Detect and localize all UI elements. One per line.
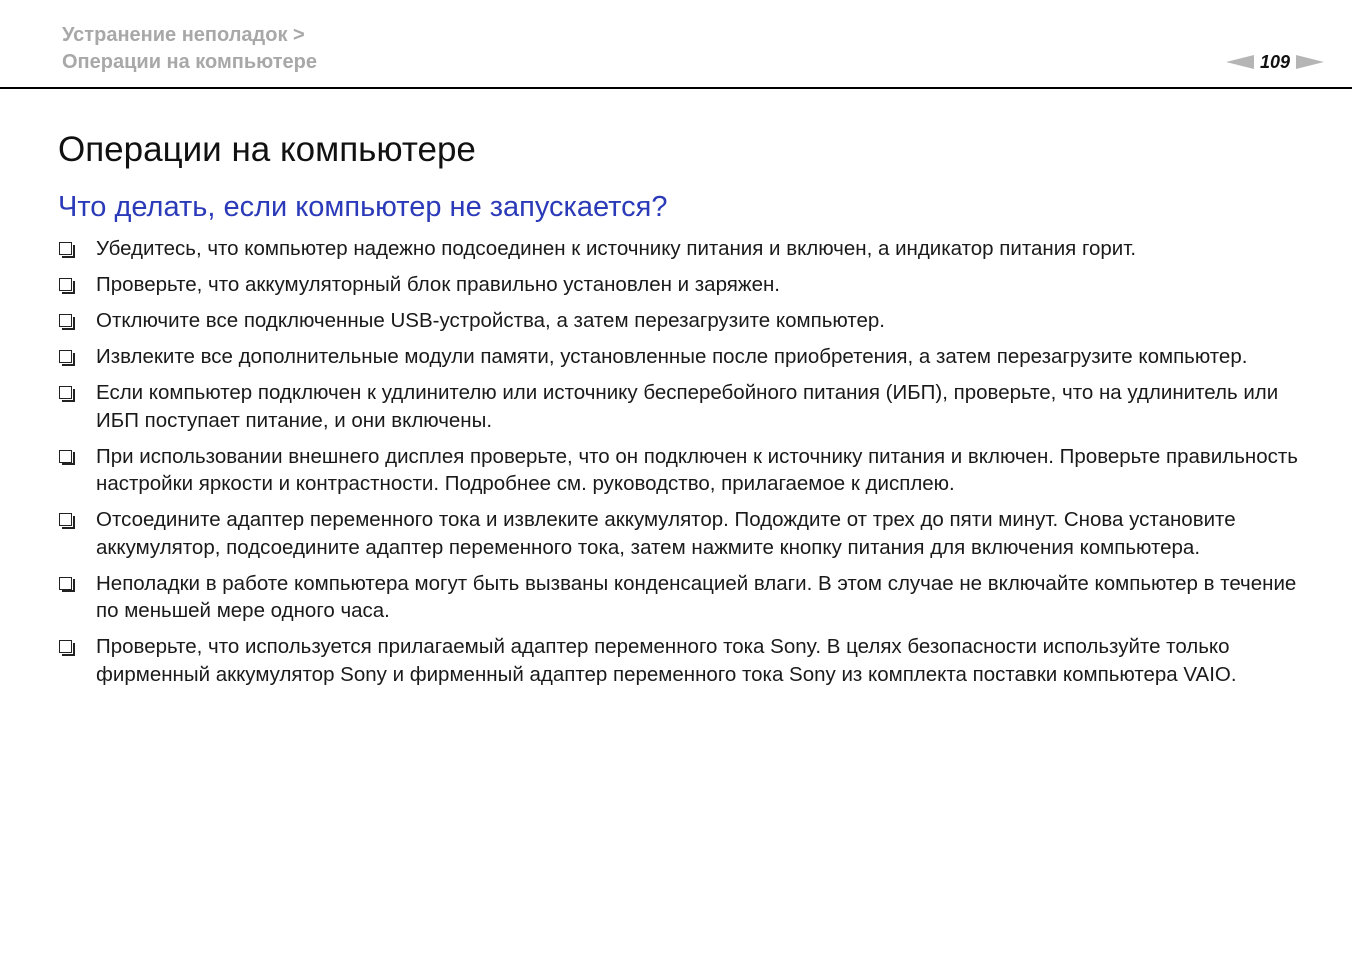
section-title: Что делать, если компьютер не запускается? bbox=[58, 191, 668, 223]
checkbox-bullet-icon bbox=[59, 350, 72, 363]
page-number: 109 bbox=[1259, 52, 1290, 72]
checklist-item bbox=[58, 443, 1298, 498]
checkbox-bullet-icon bbox=[59, 386, 72, 399]
previous-page-arrow-icon[interactable] bbox=[1226, 55, 1254, 69]
checklist-item bbox=[58, 506, 1298, 561]
checklist-item-text: Отключите все подключенные USB-устройства, а затем перезагрузите компьютер. bbox=[96, 309, 885, 332]
checkbox-bullet-icon bbox=[59, 577, 72, 590]
page-title: Операции на компьютере bbox=[58, 130, 476, 169]
checkbox-bullet-icon bbox=[59, 278, 72, 291]
checklist bbox=[58, 235, 1298, 697]
breadcrumb bbox=[62, 22, 317, 76]
checkbox-bullet-icon bbox=[59, 242, 72, 255]
checklist-item-text: Проверьте, что используется прилагаемый адаптер переменного тока Sony. В целях безопасности используйте только фирменный аккумулятор Sony и фирменный адаптер переменного тока Sony из комплекта поставки компьютера VAIO. bbox=[96, 635, 1237, 686]
page-navigation bbox=[1226, 50, 1324, 74]
checkbox-bullet-icon bbox=[59, 450, 72, 463]
next-page-arrow-icon[interactable] bbox=[1296, 55, 1324, 69]
checklist-item-text: Извлеките все дополнительные модули памяти, установленные после приобретения, а затем перезагрузите компьютер. bbox=[96, 345, 1248, 368]
checklist-item-text: Если компьютер подключен к удлинителю или источнику бесперебойного питания (ИБП), проверьте, что на удлинитель или ИБП поступает питание, и они включены. bbox=[96, 381, 1279, 432]
checklist-item bbox=[58, 307, 1298, 335]
checkbox-bullet-icon bbox=[59, 640, 72, 653]
checklist-item bbox=[58, 570, 1298, 625]
header-divider bbox=[0, 87, 1352, 89]
checklist-item bbox=[58, 343, 1298, 371]
checklist-item bbox=[58, 235, 1298, 263]
breadcrumb-current: Операции на компьютере bbox=[62, 51, 318, 73]
checklist-item-text: Отсоедините адаптер переменного тока и извлеките аккумулятор. Подождите от трех до пяти минут. Снова установите аккумулятор, подсоедините адаптер переменного тока, затем нажмите кнопку питания для включения компьютера. bbox=[96, 508, 1236, 559]
breadcrumb-parent[interactable]: Устранение неполадок > bbox=[62, 24, 305, 46]
checklist-item bbox=[58, 271, 1298, 299]
checklist-item-text: Проверьте, что аккумуляторный блок правильно установлен и заряжен. bbox=[96, 273, 780, 296]
checklist-item bbox=[58, 379, 1298, 434]
checkbox-bullet-icon bbox=[59, 314, 72, 327]
checklist-item-text: Неполадки в работе компьютера могут быть вызваны конденсацией влаги. В этом случае не включайте компьютер в течение по меньшей мере одного часа. bbox=[96, 571, 1297, 622]
checklist-item-text: При использовании внешнего дисплея проверьте, что он подключен к источнику питания и включен. Проверьте правильность настройки яркости и контрастности. Подробнее см. руководство, прилагаемое к дисплею. bbox=[96, 444, 1298, 495]
checklist-item bbox=[58, 633, 1298, 688]
checkbox-bullet-icon bbox=[59, 513, 72, 526]
checklist-item-text: Убедитесь, что компьютер надежно подсоединен к источнику питания и включен, а индикатор питания горит. bbox=[96, 237, 1137, 260]
